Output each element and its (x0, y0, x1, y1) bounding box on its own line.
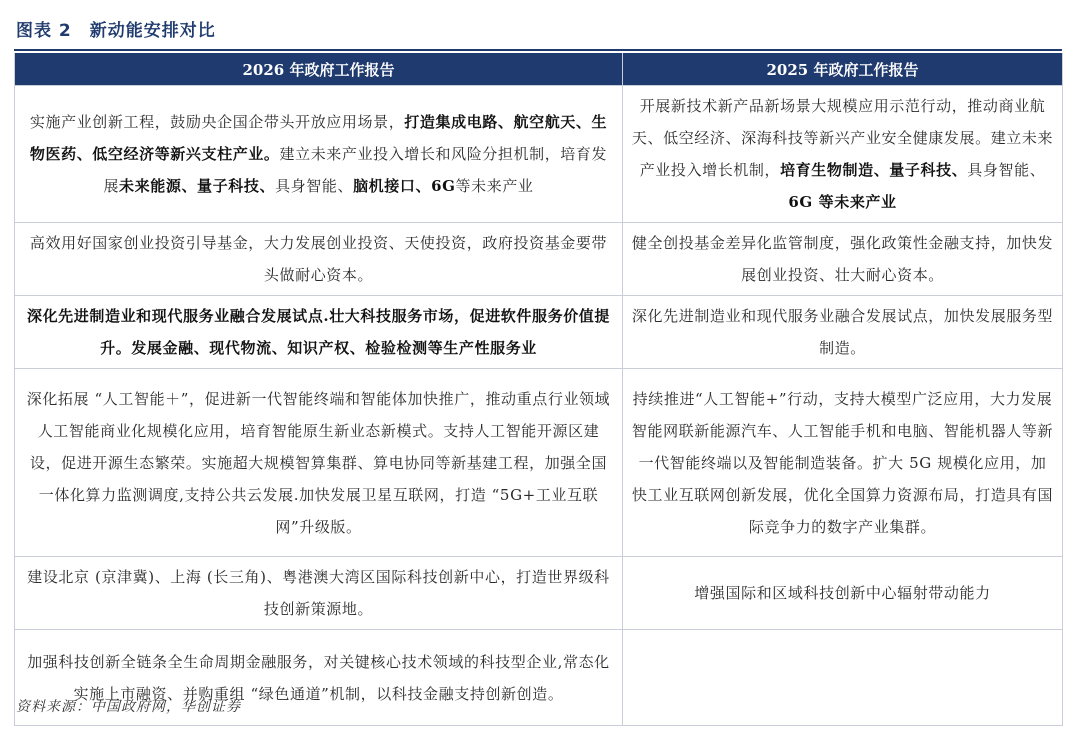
text-segment: 持续推进“人工智能+”行动，支持大模型广泛应用，大力发展智能网联新能源汽车、人工智能手机和电脑、智能机器人等新一代智能终端以及智能制造装备。扩大 5G 规模化应用，加快工业互联网创新发展，优化全国算力资源布局，打造具有国际竞争力的数字产业集群。 (631, 389, 1054, 536)
table-row (15, 369, 1063, 557)
text-segment: 开展新技术新产品新场景大规模应用示范行动，推动商业航天、低空经济、深海科技等新兴产业安全健康发展。建立未来产业投入增长机制， (631, 97, 1054, 179)
bold-text-segment: 未来能源、量子科技、 (119, 177, 276, 195)
source-note: 资料来源：中国政府网，华创证券 (16, 699, 241, 715)
header-2026: 2026 年政府工作报告 (15, 53, 623, 86)
text-segment: 等未来产业 (455, 177, 534, 195)
text-segment: 建设北京 (京津冀)、上海 (长三角)、粤港澳大湾区国际科技创新中心，打造世界级科技创新策源地。 (27, 568, 610, 618)
text-segment: 实施产业创新工程，鼓励央企国企带头开放应用场景， (29, 113, 405, 131)
text-segment: 具身智能、 (275, 177, 354, 195)
table-row (15, 296, 1063, 369)
cell-2025 (623, 557, 1063, 630)
cell-2025 (623, 630, 1063, 726)
bold-text-segment: 深化先进制造业和现代服务业融合发展试点.壮大科技服务市场，促进软件服务价值提升。发展金融、现代物流、知识产权、检验检测等生产性服务业 (26, 307, 611, 357)
text-segment: 深化拓展 “人工智能＋”，促进新一代智能终端和智能体加快推广，推动重点行业领域人工智能商业化规模化应用，培育智能原生新业态新模式。支持人工智能开源区建设，促进开源生态繁荣。实施超大规模智算集群、算电协同等新基建工程，加强全国一体化算力监测调度,支持公共云发展.加快发展卫星互联网，打造 “5G+工业互联网”升级版。 (26, 389, 611, 536)
bold-text-segment: 6G 等未来产业 (788, 193, 897, 211)
cell-2025 (623, 369, 1063, 557)
header-2025: 2025 年政府工作报告 (623, 53, 1063, 86)
cell-2025 (623, 296, 1063, 369)
cell-2026 (15, 296, 623, 369)
cell-2025 (623, 223, 1063, 296)
cell-2026 (15, 369, 623, 557)
table-row (15, 86, 1063, 223)
bold-text-segment: 打造集成电路、航空航天、生物医药、低空经济等新兴支柱产业。 (29, 113, 608, 163)
table-row (15, 223, 1063, 296)
text-segment: 健全创投基金差异化监管制度，强化政策性金融支持，加快发展创业投资、壮大耐心资本。 (631, 234, 1054, 284)
table-header-row (15, 53, 1063, 86)
cell-2026 (15, 86, 623, 223)
text-segment: 加强科技创新全链条全生命周期金融服务，对关键核心技术领域的科技型企业,常态化实施上市融资、并购重组 “绿色通道”机制，以科技金融支持创新创造。 (27, 652, 610, 703)
cell-2026 (15, 557, 623, 630)
text-segment: 深化先进制造业和现代服务业融合发展试点，加快发展服务型制造。 (631, 307, 1054, 357)
table-body (15, 86, 1063, 726)
comparison-table (14, 53, 1063, 726)
bold-text-segment: 脑机接口、6G (353, 177, 456, 195)
text-segment: 增强国际和区域科技创新中心辐射带动能力 (694, 584, 991, 602)
cell-2026 (15, 223, 623, 296)
bold-text-segment: 培育生物制造、量子科技、 (780, 161, 968, 179)
text-segment: 建立未来产业投入增长和风险分担机制，培育发展 (103, 145, 608, 195)
text-segment: 具身智能、 (967, 161, 1046, 179)
text-segment: 高效用好国家创业投资引导基金，大力发展创业投资、天使投资，政府投资基金要带头做耐心资本。 (29, 234, 608, 284)
cell-2025 (623, 86, 1063, 223)
title-rule (14, 49, 1062, 51)
figure-title-text: 新动能安排对比 (89, 21, 216, 41)
figure-title (16, 18, 216, 44)
figure-label: 图表 2 (16, 21, 72, 41)
table-row (15, 557, 1063, 630)
